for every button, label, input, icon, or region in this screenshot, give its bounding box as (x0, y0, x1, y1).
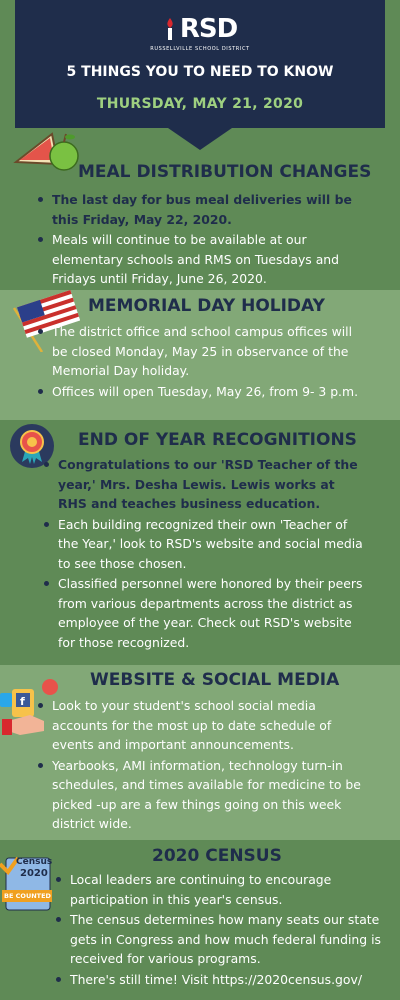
list-item: There's still time! Visit https://2020census.gov/ (52, 970, 382, 990)
section-meal-distribution (0, 150, 400, 290)
badge-ribbon-text: BE COUNTED (4, 892, 51, 900)
section-title: MEMORIAL DAY HOLIDAY (88, 296, 325, 316)
logo-subtitle: RUSSELLVILLE SCHOOL DISTRICT (150, 46, 250, 52)
list-item: Congratulations to our 'RSD Teacher of the year,' Mrs. Desha Lewis. Lewis works at RHS and teaches business education. (40, 455, 365, 514)
district-logo (0, 14, 400, 52)
list-item: Look to your student's school social media accounts for the most up to date schedule of events and important announcements. (34, 696, 369, 755)
section-end-of-year-recognitions (0, 420, 400, 665)
section-website-social-media (0, 665, 400, 840)
page-date: THURSDAY, MAY 21, 2020 (96, 96, 304, 112)
sandwich-apple-icon (12, 120, 82, 180)
section-title: 2020 CENSUS (152, 846, 282, 866)
census-badge-icon (0, 854, 54, 914)
bullet-list (40, 455, 365, 652)
bullet-list (52, 870, 382, 989)
list-item: Yearbooks, AMI information, technology turn-in schedules, and times available for medicine to be picked -up are a few things going on this week district wide. (34, 756, 369, 834)
badge-top-text: Census (16, 857, 53, 867)
section-memorial-day (0, 290, 400, 420)
list-item: Meals will continue to be available at our elementary schools and RMS on Tuesdays and Fridays until Friday, June 26, 2020. (34, 230, 364, 289)
bullet-list (34, 190, 364, 289)
section-2020-census (0, 840, 400, 1000)
bullet-list (34, 322, 364, 401)
section-title: WEBSITE & SOCIAL MEDIA (90, 670, 340, 690)
torch-icon (163, 17, 177, 41)
list-item: Each building recognized their own 'Teacher of the Year,' look to RSD's website and social media to see those chosen. (40, 515, 365, 574)
logo-text: RSD (179, 14, 238, 44)
list-item: The census determines how many seats our state gets in Congress and how much federal funding is received for various programs. (52, 910, 382, 969)
list-item: The district office and school campus offices will be closed Monday, May 25 in observance of the Memorial Day holiday. (34, 322, 364, 381)
bullet-list (34, 696, 369, 834)
list-item: Local leaders are continuing to encourage participation in this year's census. (52, 870, 382, 909)
page-title: 5 THINGS YOU TO NEED TO KNOW (66, 64, 334, 80)
list-item: Offices will open Tuesday, May 26, from 9- 3 p.m. (34, 382, 364, 402)
badge-year-text: 2020 (20, 868, 48, 879)
section-title: END OF YEAR RECOGNITIONS (78, 430, 357, 450)
svg-text:f: f (20, 695, 25, 708)
section-title: MEAL DISTRIBUTION CHANGES (78, 162, 372, 182)
list-item: The last day for bus meal deliveries will be this Friday, May 22, 2020. (34, 190, 364, 229)
list-item: Classified personnel were honored by their peers from various departments across the district as employee of the year. Check out RSD's website for those recognized. (40, 574, 365, 652)
